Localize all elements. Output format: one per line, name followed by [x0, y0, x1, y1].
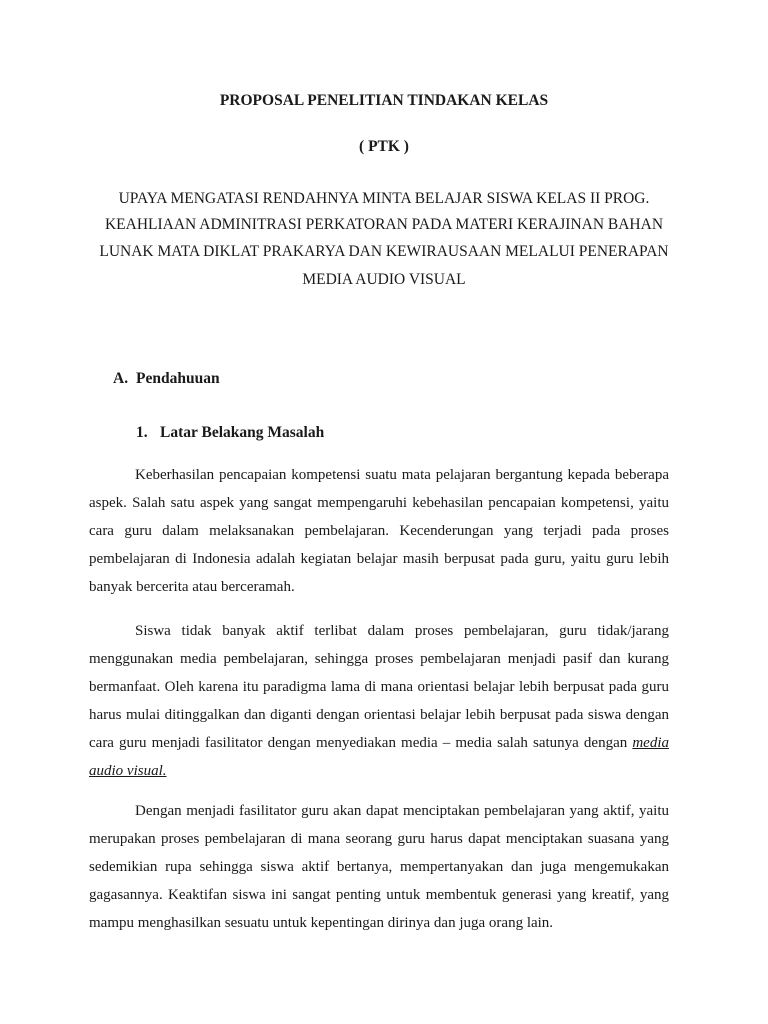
paragraph-2-text: Siswa tidak banyak aktif terlibat dalam proses pembelajaran, guru tidak/jarang menggunakan media pembelajaran, sehingga proses pembelajaran menjadi pasif dan kurang bermanfaat. Oleh karena itu paradigma lama di mana orientasi belajar lebih berpusat pada guru harus mulai ditinggalkan dan diganti dengan orientasi belajar lebih berpusat pada siswa dengan cara guru menjadi fasilitator dengan menyediakan media – media salah satunya dengan	[89, 623, 669, 751]
media-audio-visual-link[interactable]: media audio visual.	[89, 735, 669, 779]
document-subtitle: ( PTK )	[359, 138, 409, 155]
section-title: Pendahuuan	[136, 370, 220, 387]
subsection-marker: 1.	[136, 424, 148, 441]
paragraph-2	[89, 617, 669, 785]
paragraph-3-text: Dengan menjadi fasilitator guru akan dapat menciptakan pembelajaran yang aktif, yaitu merupakan proses pembelajaran di mana seorang guru harus dapat menciptakan suasana yang sedemikian rupa sehingga siswa aktif bertanya, mempertanyakan dan juga mengemukakan gagasannya. Keaktifan siswa ini sangat penting untuk membentuk generasi yang kreatif, yang mampu menghasilkan sesuatu untuk kepentingan dirinya dan juga orang lain.	[89, 803, 669, 931]
section-marker: A.	[113, 370, 129, 387]
heading-line-2: KEAHLIAAN ADMINITRASI PERKATORAN PADA MATERI KERAJINAN BAHAN	[104, 216, 664, 233]
heading-line-3: LUNAK MATA DIKLAT PRAKARYA DAN KEWIRAUSAAN MELALUI PENERAPAN	[99, 243, 669, 260]
paragraph-3	[89, 797, 669, 937]
subsection-title: Latar Belakang Masalah	[160, 424, 325, 441]
heading-line-4: MEDIA AUDIO VISUAL	[302, 271, 466, 288]
paragraph-1	[89, 461, 669, 601]
paragraph-1-text: Keberhasilan pencapaian kompetensi suatu mata pelajaran bergantung kepada beberapa aspek. Salah satu aspek yang sangat mempengaruhi kebehasilan pencapaian kompetensi, yaitu cara guru dalam melaksanakan pembelajaran. Kecenderungan yang terjadi pada proses pembelajaran di Indonesia adalah kegiatan belajar masih berpusat pada guru, yaitu guru lebih banyak bercerita atau berceramah.	[89, 467, 669, 595]
heading-line-1: UPAYA MENGATASI RENDAHNYA MINTA BELAJAR SISWA KELAS II PROG.	[118, 190, 650, 207]
document-title: PROPOSAL PENELITIAN TINDAKAN KELAS	[219, 92, 549, 109]
